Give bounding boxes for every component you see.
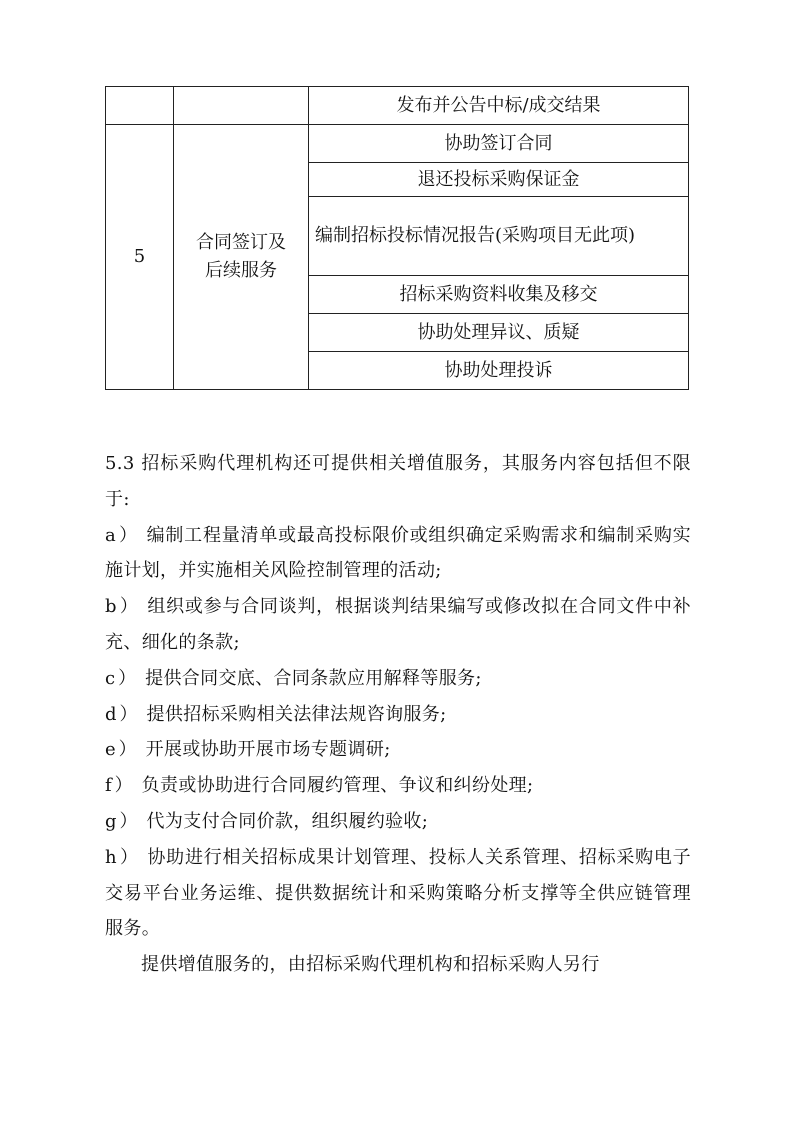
list-item bbox=[105, 589, 691, 661]
list-item-label: d） bbox=[105, 703, 141, 725]
list-item-label: a） bbox=[105, 524, 141, 546]
service-item-cell: 协助处理异议、质疑 bbox=[309, 314, 689, 352]
list-item-label: f） bbox=[105, 775, 136, 797]
stage-label-line2: 后续服务 bbox=[205, 260, 277, 281]
list-item bbox=[105, 804, 691, 840]
list-item-text: 协助进行相关招标成果计划管理、投标人关系管理、招标采购电子交易平台业务运维、提供数据统计和采购策略分析支撑等全供应链管理服务。 bbox=[105, 846, 692, 940]
list-item-label: e） bbox=[105, 739, 140, 761]
list-item bbox=[105, 732, 691, 768]
section-body bbox=[105, 446, 691, 983]
list-item-text: 组织或参与合同谈判，根据谈判结果编写或修改拟在合同文件中补充、细化的条款; bbox=[105, 596, 691, 653]
table-row bbox=[106, 87, 689, 125]
service-item-cell: 编制招标投标情况报告(采购项目无此项) bbox=[309, 197, 689, 276]
list-item bbox=[105, 768, 691, 804]
list-item-label: b） bbox=[105, 596, 142, 618]
service-item-cell: 招标采购资料收集及移交 bbox=[309, 276, 689, 314]
list-item bbox=[105, 518, 691, 590]
list-item bbox=[105, 661, 691, 697]
row-number-cell bbox=[106, 87, 174, 125]
list-item-text: 开展或协助开展市场专题调研; bbox=[145, 739, 391, 761]
list-item-text: 编制工程量清单或最高投标限价或组织确定采购需求和编制采购实施计划，并实施相关风险控制管理的活动; bbox=[105, 524, 691, 582]
service-item-cell: 协助签订合同 bbox=[309, 125, 689, 163]
service-item-cell: 退还投标采购保证金 bbox=[309, 163, 689, 197]
list-item-text: 负责或协助进行合同履约管理、争议和纠纷处理; bbox=[141, 775, 534, 797]
section-intro: 5.3 招标采购代理机构还可提供相关增值服务，其服务内容包括但不限于: bbox=[105, 453, 691, 510]
table-row bbox=[106, 125, 689, 163]
service-item-cell: 协助处理投诉 bbox=[309, 352, 689, 390]
stage-cell bbox=[174, 87, 309, 125]
list-item-label: g） bbox=[105, 810, 141, 832]
list-item bbox=[105, 840, 691, 947]
list-item-text: 提供合同交底、合同条款应用解释等服务; bbox=[145, 667, 482, 689]
list-item-label: h） bbox=[105, 846, 142, 868]
list-item-text: 提供招标采购相关法律法规咨询服务; bbox=[146, 703, 447, 725]
closing-paragraph: 提供增值服务的，由招标采购代理机构和招标采购人另行 bbox=[141, 954, 600, 976]
service-item-cell: 发布并公告中标/成交结果 bbox=[309, 87, 689, 125]
stage-label-line1: 合同签订及 bbox=[196, 232, 286, 253]
list-item-text: 代为支付合同价款，组织履约验收; bbox=[146, 810, 429, 832]
list-item bbox=[105, 697, 691, 733]
service-table bbox=[105, 86, 689, 390]
row-number-cell: 5 bbox=[106, 125, 174, 390]
list-item-label: c） bbox=[105, 667, 140, 689]
stage-cell bbox=[174, 125, 309, 390]
